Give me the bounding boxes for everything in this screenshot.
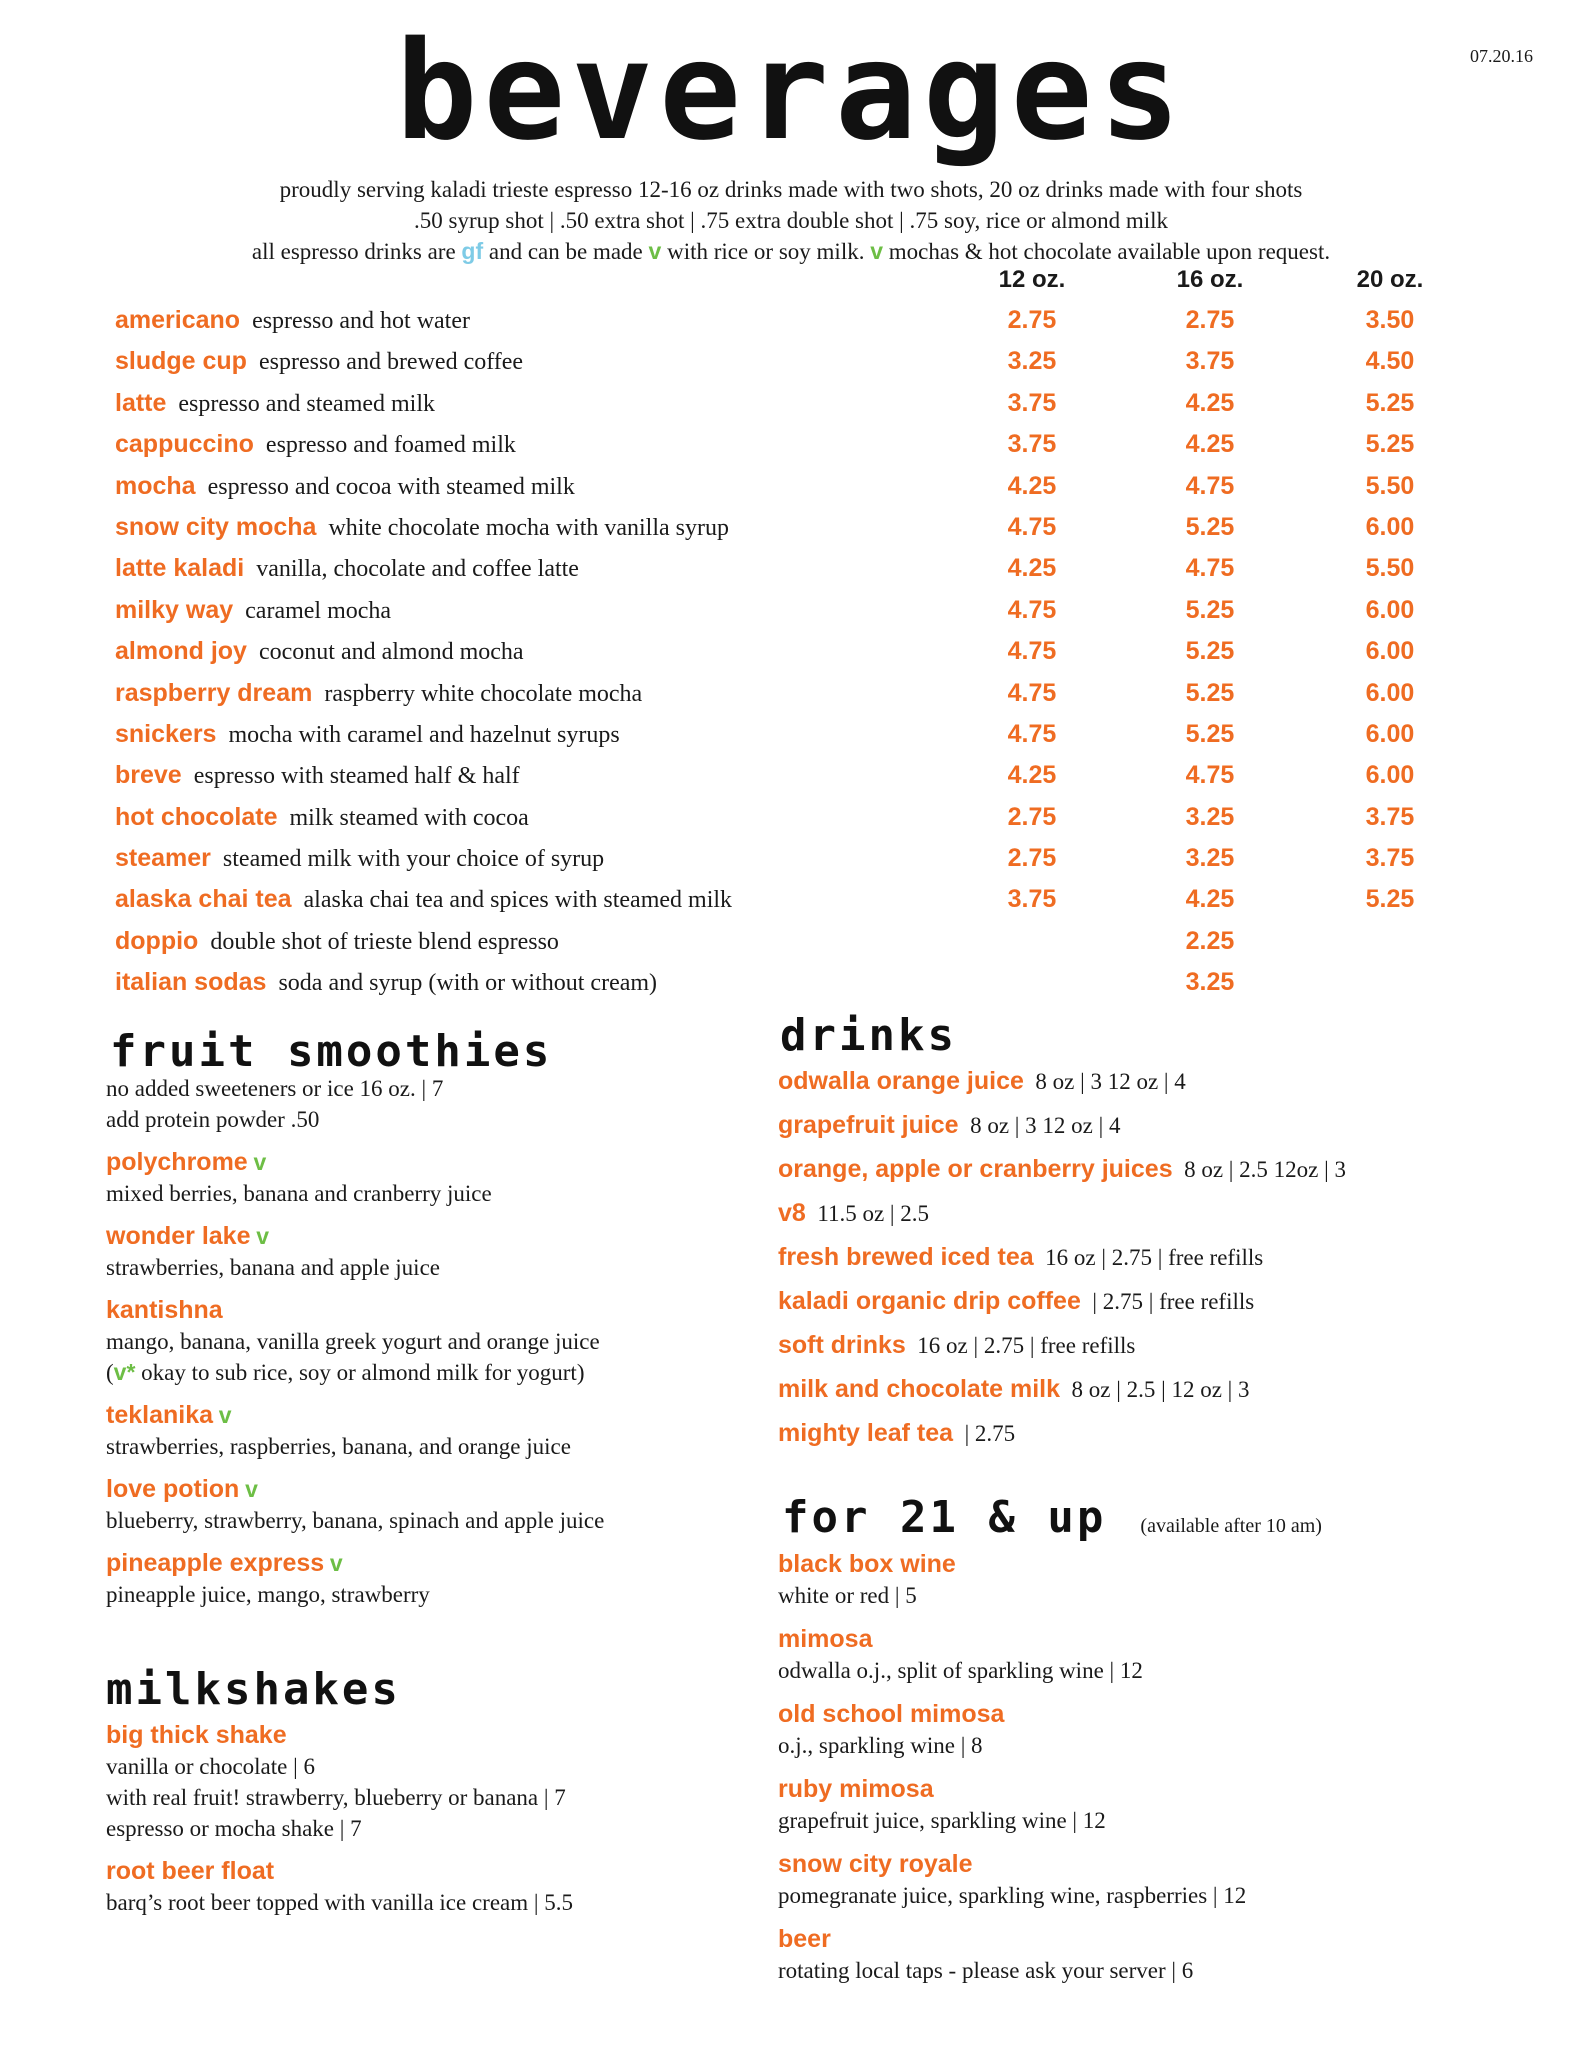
item-gap xyxy=(1060,1377,1072,1402)
item-description: | 2.75 xyxy=(964,1421,1016,1446)
menu-item xyxy=(778,1849,1558,1911)
item-gap xyxy=(806,1201,818,1226)
item-name: latte kaladi xyxy=(115,554,245,583)
item-description: rotating local taps - please ask your server | 6 xyxy=(778,1958,1194,1983)
item-heading xyxy=(106,1221,756,1252)
price-20: 5.50 xyxy=(1365,554,1415,583)
menu-item xyxy=(778,1154,1558,1198)
menu-item xyxy=(106,1720,756,1844)
item-gap xyxy=(953,1421,965,1446)
item-heading xyxy=(106,1400,756,1431)
menu-item xyxy=(778,1242,1558,1286)
price-20: 6.00 xyxy=(1365,761,1415,790)
menu-item xyxy=(778,1624,1558,1686)
item-cell xyxy=(115,637,524,666)
item-gap xyxy=(198,929,210,955)
menu-item-row xyxy=(0,554,1582,595)
item-name: mighty leaf tea xyxy=(778,1419,954,1447)
item-name: v8 xyxy=(778,1199,806,1227)
vegan-badge: v xyxy=(253,1149,267,1175)
item-name: italian sodas xyxy=(115,968,267,997)
item-name: snickers xyxy=(115,719,217,748)
item-cell xyxy=(115,927,559,956)
menu-item xyxy=(106,1400,756,1462)
item-description: espresso or mocha shake | 7 xyxy=(106,1816,362,1841)
item-name: mimosa xyxy=(778,1625,873,1653)
item-name: soft drinks xyxy=(778,1331,906,1359)
item-name: big thick shake xyxy=(106,1721,287,1749)
price-16: 3.25 xyxy=(1185,844,1235,873)
item-name: cappuccino xyxy=(115,430,254,459)
menu-item-row xyxy=(0,306,1582,347)
item-description: mixed berries, banana and cranberry juice xyxy=(106,1181,492,1206)
item-name: milky way xyxy=(115,595,234,624)
price-12: 4.75 xyxy=(1007,719,1057,748)
menu-item xyxy=(778,1330,1558,1374)
item-description: coconut and almond mocha xyxy=(258,639,524,666)
item-cell xyxy=(115,720,620,749)
item-name: latte xyxy=(115,388,167,417)
item-description: odwalla o.j., split of sparkling wine | 12 xyxy=(778,1658,1143,1683)
price-16: 4.75 xyxy=(1185,554,1235,583)
item-name: snow city mocha xyxy=(115,512,317,541)
item-cell xyxy=(115,554,579,583)
item-gap xyxy=(247,639,259,665)
item-name: beer xyxy=(778,1925,831,1953)
price-12: 4.75 xyxy=(1007,595,1057,624)
price-12: 2.75 xyxy=(1007,802,1057,831)
size-header-20: 20 oz. xyxy=(1356,266,1424,293)
item-gap xyxy=(1081,1289,1093,1314)
price-12: 3.75 xyxy=(1007,430,1057,459)
menu-item-row xyxy=(0,844,1582,885)
item-name: love potion xyxy=(106,1475,240,1503)
item-description: double shot of trieste blend espresso xyxy=(210,928,559,955)
menu-item-row xyxy=(0,637,1582,678)
vegan-badge: v xyxy=(329,1550,343,1576)
item-name: hot chocolate xyxy=(115,802,278,831)
price-16: 4.75 xyxy=(1185,761,1235,790)
price-12: 2.75 xyxy=(1007,306,1057,334)
menu-item-row xyxy=(0,761,1582,802)
price-20: 6.00 xyxy=(1365,595,1415,624)
intro-text-part: mochas & hot chocolate available upon request. xyxy=(883,239,1331,264)
item-description: with real fruit! strawberry, blueberry or banana | 7 xyxy=(106,1785,566,1810)
item-name: teklanika xyxy=(106,1401,214,1429)
item-gap xyxy=(266,970,278,996)
item-description: mango, banana, vanilla greek yogurt and orange juice xyxy=(106,1329,600,1354)
adult-section xyxy=(778,1549,1558,1999)
item-heading xyxy=(106,1295,756,1326)
price-20: 3.75 xyxy=(1365,844,1415,873)
price-12: 4.75 xyxy=(1007,678,1057,707)
intro-text-part: with rice or soy milk. xyxy=(661,239,871,264)
intro-line: .50 syrup shot | .50 extra shot | .75 extra double shot | .75 soy, rice or almond milk xyxy=(414,208,1168,233)
menu-item-row xyxy=(0,472,1582,513)
item-gap xyxy=(278,805,290,831)
item-name: doppio xyxy=(115,926,199,955)
item-gap xyxy=(1173,1157,1185,1182)
item-gap xyxy=(316,515,328,541)
item-cell xyxy=(115,513,729,542)
price-20: 6.00 xyxy=(1365,637,1415,666)
item-name: steamer xyxy=(115,844,211,873)
intro-line: proudly serving kaladi trieste espresso 12-16 oz drinks made with two shots, 20 oz drinks made with four shots xyxy=(279,177,1303,202)
intro-line xyxy=(0,236,1582,267)
page-title: beverages xyxy=(395,13,1187,171)
item-gap xyxy=(906,1333,918,1358)
item-cell xyxy=(115,306,470,335)
vegan-badge: v xyxy=(245,1476,258,1502)
item-name: kantishna xyxy=(106,1296,223,1324)
item-name: root beer float xyxy=(106,1857,275,1885)
menu-item xyxy=(778,1699,1558,1761)
price-16: 3.75 xyxy=(1185,347,1235,376)
item-name: raspberry dream xyxy=(115,678,313,707)
item-description: mocha with caramel and hazelnut syrups xyxy=(228,721,620,748)
item-note xyxy=(106,1357,756,1388)
item-description: espresso and cocoa with steamed milk xyxy=(207,473,575,500)
size-header-12: 12 oz. xyxy=(998,266,1066,293)
note-paren: ( xyxy=(106,1360,114,1385)
item-gap xyxy=(312,681,324,707)
price-16: 4.25 xyxy=(1185,388,1235,417)
menu-item-row xyxy=(0,513,1582,554)
item-name: fresh brewed iced tea xyxy=(778,1243,1034,1271)
item-description: milk steamed with cocoa xyxy=(289,804,529,831)
item-heading xyxy=(106,1548,756,1579)
intro-text-part: and can be made xyxy=(483,239,649,264)
item-cell xyxy=(115,679,642,708)
price-16: 5.25 xyxy=(1185,719,1235,748)
item-description: 8 oz | 2.5 | 12 oz | 3 xyxy=(1071,1377,1250,1402)
menu-item xyxy=(778,1374,1558,1418)
item-gap xyxy=(254,432,266,458)
item-name: americano xyxy=(115,306,241,334)
menu-item-row xyxy=(0,968,1582,1009)
item-description: espresso and hot water xyxy=(252,308,470,334)
price-16: 4.75 xyxy=(1185,471,1235,500)
item-gap xyxy=(182,763,194,789)
menu-item xyxy=(106,1548,756,1610)
item-description: | 2.75 | free refills xyxy=(1092,1289,1255,1314)
item-name: pineapple express xyxy=(106,1549,325,1577)
price-12: 4.75 xyxy=(1007,637,1057,666)
item-cell xyxy=(115,472,575,501)
adult-list xyxy=(778,1549,1558,1986)
menu-item-row xyxy=(0,803,1582,844)
price-16: 5.25 xyxy=(1185,637,1235,666)
price-20: 6.00 xyxy=(1365,719,1415,748)
vegan-badge: v xyxy=(648,238,662,264)
item-name: wonder lake xyxy=(106,1222,251,1250)
smoothies-note: no added sweeteners or ice 16 oz. | 7 xyxy=(106,1076,444,1101)
item-name: orange, apple or cranberry juices xyxy=(778,1155,1173,1183)
drink-list xyxy=(778,1066,1558,1462)
menu-item xyxy=(778,1549,1558,1611)
menu-item xyxy=(778,1066,1558,1110)
item-description: 8 oz | 2.5 12oz | 3 xyxy=(1184,1157,1346,1182)
item-description: pineapple juice, mango, strawberry xyxy=(106,1582,430,1607)
vegan-badge: v xyxy=(870,238,884,264)
price-16: 5.25 xyxy=(1185,595,1235,624)
price-20: 3.50 xyxy=(1365,306,1415,334)
smoothies-section xyxy=(106,1073,756,1622)
item-description: 8 oz | 3 12 oz | 4 xyxy=(1035,1069,1186,1094)
item-description: espresso and steamed milk xyxy=(178,390,436,417)
item-description: strawberries, raspberries, banana, and orange juice xyxy=(106,1434,571,1459)
note-text: okay to sub rice, soy or almond milk for yogurt) xyxy=(135,1360,585,1385)
price-16: 2.75 xyxy=(1185,306,1235,334)
item-name: milk and chocolate milk xyxy=(778,1375,1061,1403)
item-name: grapefruit juice xyxy=(778,1111,959,1139)
item-gap xyxy=(233,598,245,624)
price-20: 5.25 xyxy=(1365,430,1415,459)
smoothies-note: add protein powder .50 xyxy=(106,1107,320,1132)
item-description: 11.5 oz | 2.5 xyxy=(817,1201,930,1226)
item-description: vanilla or chocolate | 6 xyxy=(106,1754,315,1779)
menu-item xyxy=(106,1856,756,1918)
adult-note: (available after 10 am) xyxy=(1140,1515,1322,1537)
item-description: 16 oz | 2.75 | free refills xyxy=(917,1333,1136,1358)
item-description: soda and syrup (with or without cream) xyxy=(278,970,658,997)
menu-item xyxy=(778,1286,1558,1330)
price-16: 5.25 xyxy=(1185,678,1235,707)
item-description: o.j., sparkling wine | 8 xyxy=(778,1733,983,1758)
price-16: 3.25 xyxy=(1185,968,1235,997)
menu-date: 07.20.16 xyxy=(1470,46,1533,66)
menu-item xyxy=(106,1147,756,1209)
menu-item-row xyxy=(0,596,1582,637)
item-cell xyxy=(115,803,529,832)
item-description: vanilla, chocolate and coffee latte xyxy=(256,556,579,583)
price-16: 2.25 xyxy=(1185,926,1235,955)
item-gap xyxy=(244,556,256,582)
item-gap xyxy=(196,474,208,500)
item-gap xyxy=(1034,1245,1046,1270)
adult-title-text: for 21 & up xyxy=(782,1492,1107,1543)
price-12: 4.75 xyxy=(1007,512,1057,541)
price-16: 3.25 xyxy=(1185,802,1235,831)
item-name: almond joy xyxy=(115,637,247,666)
item-description: pomegranate juice, sparkling wine, raspberries | 12 xyxy=(778,1883,1247,1908)
item-description: caramel mocha xyxy=(245,597,392,624)
price-20: 5.25 xyxy=(1365,885,1415,914)
menu-item xyxy=(778,1924,1558,1986)
intro-text-part: all espresso drinks are xyxy=(251,239,462,264)
menu-item-row xyxy=(0,389,1582,430)
item-description: white or red | 5 xyxy=(778,1583,917,1608)
item-cell xyxy=(115,596,391,625)
item-description: grapefruit juice, sparkling wine | 12 xyxy=(778,1808,1106,1833)
item-cell xyxy=(115,389,435,418)
item-description: blueberry, strawberry, banana, spinach and apple juice xyxy=(106,1508,605,1533)
size-header-16: 16 oz. xyxy=(1176,266,1244,293)
item-description: espresso with steamed half & half xyxy=(193,763,520,790)
item-gap xyxy=(211,846,223,872)
item-gap xyxy=(1024,1069,1036,1094)
item-gap xyxy=(240,308,252,334)
intro-text xyxy=(0,174,1582,267)
item-name: old school mimosa xyxy=(778,1700,1005,1728)
price-12: 3.25 xyxy=(1007,347,1057,376)
item-gap xyxy=(166,391,178,417)
menu-item-row xyxy=(0,347,1582,388)
smoothies-title: fruit smoothies xyxy=(110,1026,553,1077)
price-20: 4.50 xyxy=(1365,347,1415,376)
menu-item xyxy=(778,1418,1558,1462)
menu-item xyxy=(778,1198,1558,1242)
price-12: 4.25 xyxy=(1007,761,1057,790)
price-20: 6.00 xyxy=(1365,678,1415,707)
item-description: raspberry white chocolate mocha xyxy=(324,680,643,707)
milkshakes-title: milkshakes xyxy=(106,1664,401,1715)
item-description: espresso and foamed milk xyxy=(265,432,516,459)
item-gap xyxy=(292,887,304,913)
item-cell xyxy=(115,968,657,997)
item-name: polychrome xyxy=(106,1148,248,1176)
price-20: 3.75 xyxy=(1365,802,1415,831)
item-cell xyxy=(115,761,520,790)
vegan-badge: v xyxy=(218,1402,232,1428)
menu-item xyxy=(106,1221,756,1283)
menu-item xyxy=(106,1295,756,1388)
item-description: white chocolate mocha with vanilla syrup xyxy=(328,514,729,541)
menu-item-row xyxy=(0,679,1582,720)
gluten-free-badge: gf xyxy=(461,238,484,264)
menu-item xyxy=(778,1774,1558,1836)
item-name: black box wine xyxy=(778,1550,956,1578)
price-12: 4.25 xyxy=(1007,554,1057,583)
adult-title xyxy=(782,1492,1322,1543)
item-name: kaladi organic drip coffee xyxy=(778,1287,1081,1315)
item-name: odwalla orange juice xyxy=(778,1067,1024,1095)
smoothie-list xyxy=(106,1147,756,1610)
menu-item-row xyxy=(0,720,1582,761)
menu-item-row xyxy=(0,927,1582,968)
drinks-title: drinks xyxy=(780,1010,957,1061)
item-description: alaska chai tea and spices with steamed milk xyxy=(303,887,733,914)
item-cell xyxy=(115,430,516,459)
item-name: alaska chai tea xyxy=(115,885,292,914)
item-name: mocha xyxy=(115,471,196,500)
item-description: 8 oz | 3 12 oz | 4 xyxy=(970,1113,1121,1138)
menu-item xyxy=(106,1474,756,1536)
price-20: 6.00 xyxy=(1365,512,1415,541)
item-description: strawberries, banana and apple juice xyxy=(106,1255,440,1280)
menu-item-row xyxy=(0,885,1582,926)
vegan-badge: v* xyxy=(113,1359,136,1385)
price-20: 5.50 xyxy=(1365,471,1415,500)
price-12: 3.75 xyxy=(1007,885,1057,914)
item-gap xyxy=(959,1113,971,1138)
item-cell xyxy=(115,347,523,376)
price-12: 3.75 xyxy=(1007,388,1057,417)
item-gap xyxy=(247,349,259,375)
menu-item-row xyxy=(0,430,1582,471)
price-16: 4.25 xyxy=(1185,885,1235,914)
item-cell xyxy=(115,885,732,914)
espresso-list xyxy=(0,306,1582,1010)
price-12: 4.25 xyxy=(1007,471,1057,500)
price-12: 2.75 xyxy=(1007,844,1057,873)
item-description: barq’s root beer topped with vanilla ice cream | 5.5 xyxy=(106,1890,573,1915)
item-name: breve xyxy=(115,761,182,790)
item-heading xyxy=(106,1474,756,1505)
vegan-badge: v xyxy=(256,1223,270,1249)
item-name: ruby mimosa xyxy=(778,1775,934,1803)
item-description: steamed milk with your choice of syrup xyxy=(222,846,605,873)
price-16: 4.25 xyxy=(1185,430,1235,459)
price-20: 5.25 xyxy=(1365,388,1415,417)
item-gap xyxy=(216,722,228,748)
item-cell xyxy=(115,844,604,873)
milkshakes-section xyxy=(106,1720,756,1930)
item-description: espresso and brewed coffee xyxy=(258,349,524,376)
item-name: sludge cup xyxy=(115,347,247,376)
item-name: snow city royale xyxy=(778,1850,973,1878)
price-16: 5.25 xyxy=(1185,512,1235,541)
item-heading xyxy=(106,1147,756,1178)
item-description: 16 oz | 2.75 | free refills xyxy=(1045,1245,1264,1270)
menu-item xyxy=(778,1110,1558,1154)
drinks-section xyxy=(778,1066,1558,1462)
